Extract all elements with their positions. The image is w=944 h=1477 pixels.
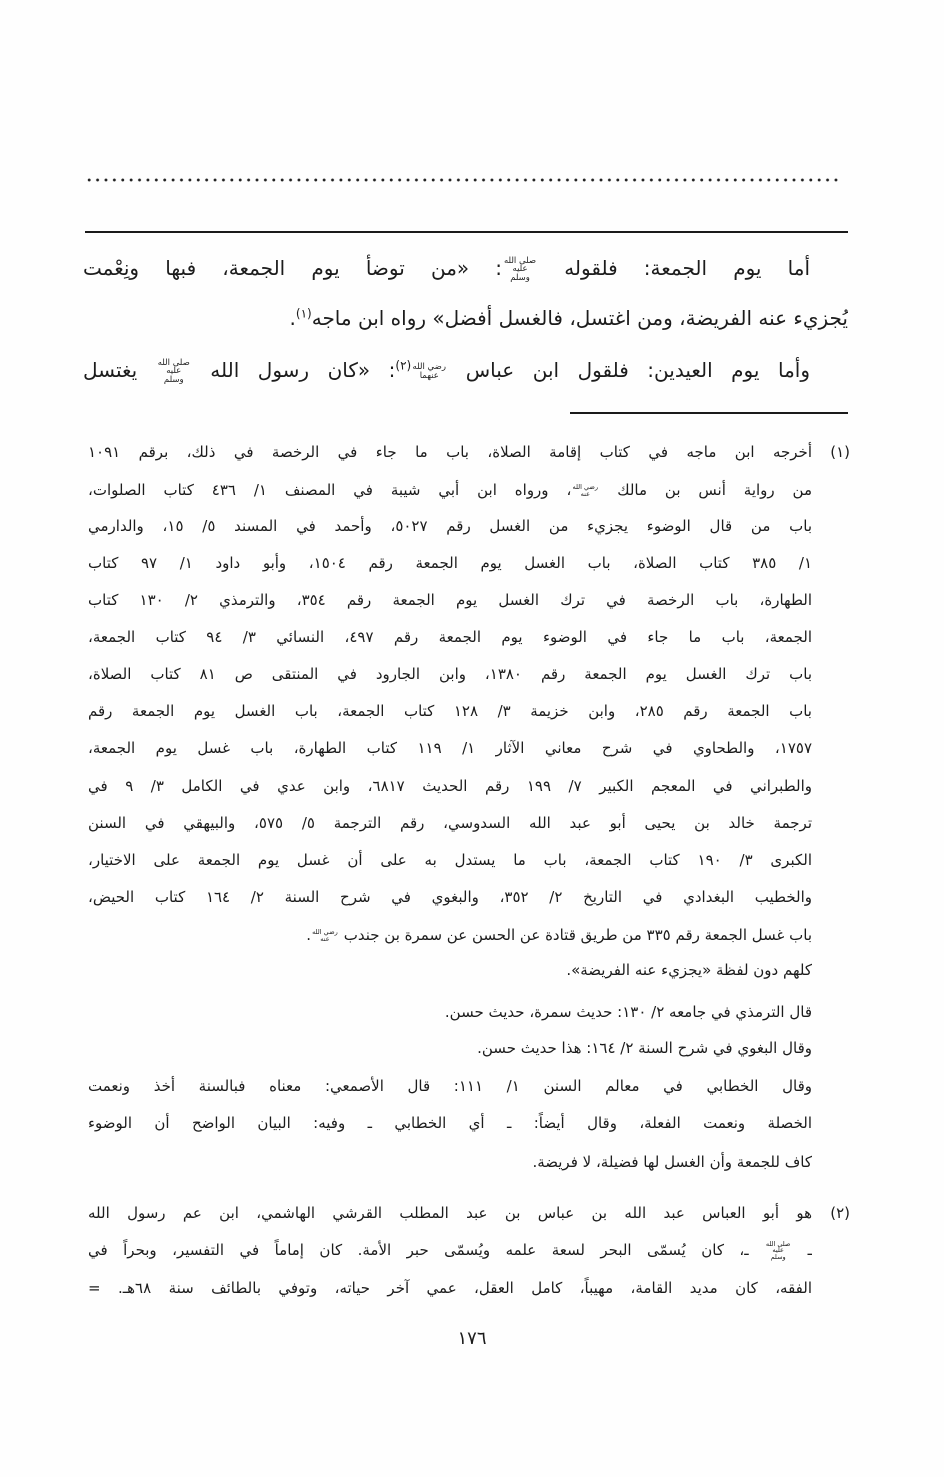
footnote-line [88, 880, 812, 914]
text-run: ١٧٥٧، والطحاوي في شرح معاني الآثار ١/ ١١٩ كتاب الطهارة، باب غسل يوم الجمعة، [88, 739, 812, 757]
text-run: من رواية أنس بن مالك [599, 481, 812, 499]
text-run: أما يوم الجمعة: فلقوله [538, 256, 810, 280]
text-run: الفقه، كان مديد القامة، مهيباً، كامل العقل، عمي آخر حياته، وتوفي بالطائف سنة ٦٨هـ. = [88, 1279, 812, 1297]
footnote-line [88, 473, 812, 507]
footnote-reference: (٢) [395, 358, 412, 373]
text-run: كلهم دون لفظة «يجزيء عنه الفريضة». [566, 961, 812, 979]
text-run: كاف للجمعة وأن الغسل لها فضيلة، لا فريضة. [532, 1153, 812, 1171]
text-run: : «من توضأ يوم الجمعة، فبها ونِعْمت [83, 256, 503, 280]
footnote-line [88, 435, 812, 469]
text-run: والخطيب البغدادي في التاريخ ٢/ ٣٥٢، والبغوي في شرح السنة ٢/ ١٦٤ كتاب الحيض، [88, 888, 812, 906]
footnote-line [88, 806, 812, 840]
footnote-line [88, 1106, 812, 1140]
text-run: وأما يوم العيدين: فلقول ابن عباس [447, 358, 810, 382]
footnote-line [88, 918, 812, 952]
footnote-line [88, 1145, 812, 1179]
footnote-line [88, 1271, 812, 1305]
honorific-symbol: رضي الله عنهما [412, 362, 446, 381]
text-run: وقال الخطابي في معالم السنن ١/ ١١١: قال الأصمعي: معناه فبالسنة أخذ ونعمت [88, 1077, 812, 1095]
main-text-line [83, 350, 810, 390]
footnote-line [88, 509, 812, 543]
text-run: باب من قال الوضوء يجزيء من الغسل رقم ٥٠٢٧، وأحمد في المسند ٥/ ١٥، والدارمي [88, 517, 812, 535]
text-run: ـ [792, 1241, 812, 1259]
honorific-symbol: صلى الله عليه وسلم [157, 357, 190, 385]
text-run: باب الجمعة رقم ٢٨٥، وابن خزيمة ٣/ ١٢٨ كتاب الجمعة، باب الغسل يوم الجمعة رقم [88, 702, 812, 720]
footnote-line [88, 953, 812, 987]
main-text-line [83, 248, 810, 288]
footnote-line [88, 620, 812, 654]
text-run: باب غسل الجمعة رقم ٣٣٥ من طريق قتادة عن الحسن عن سمرة بن جندب [338, 926, 812, 944]
honorific-symbol: رضي الله عنه [312, 928, 338, 943]
honorific-symbol: صلى الله عليه وسلم [503, 255, 537, 283]
text-run: . [306, 926, 311, 944]
footnote-line [88, 1233, 812, 1267]
footnote-line [88, 1196, 812, 1230]
footnote-line [88, 657, 812, 691]
text-run: يُجزيء عنه الفريضة، ومن اغتسل، فالغسل أفضل» رواه ابن ماجه [311, 306, 848, 330]
text-run: الطهارة، باب الرخصة في ترك الغسل يوم الجمعة رقم ٣٥٤، والترمذي ٢/ ١٣٠ كتاب [88, 591, 812, 609]
text-run: هو أبو العباس عبد الله بن عباس بن عبد المطلب القرشي الهاشمي، ابن عم رسول الله [88, 1204, 812, 1222]
text-run: . [289, 306, 296, 330]
text-run: الخصلة ونعمت الفعلة، وقال أيضاً: ـ أي الخطابي ـ وفيه: البيان الواضح أن الوضوء [88, 1114, 812, 1132]
footnote-line [88, 1069, 812, 1103]
footnote-line [88, 769, 812, 803]
footnote-line [88, 843, 812, 877]
dotted-rule [85, 178, 840, 182]
text-run: والطبراني في المعجم الكبير ٧/ ١٩٩ رقم الحديث ٦٨١٧، وابن عدي في الكامل ٣/ ٩ في [88, 777, 812, 795]
text-run: أخرجه ابن ماجه في كتاب إقامة الصلاة، باب ما جاء في الرخصة في ذلك، برقم ١٠٩١ [88, 443, 812, 461]
text-run: وقال البغوي في شرح السنة ٢/ ١٦٤: هذا حديث حسن. [477, 1039, 812, 1057]
honorific-symbol: رضي الله عنه [572, 483, 599, 498]
text-run: ١/ ٣٨٥ كتاب الصلاة، باب الغسل يوم الجمعة رقم ١٥٠٤، وأبو داود ١/ ٩٧ كتاب [88, 554, 812, 572]
text-run: الكبرى ٣/ ١٩٠ كتاب الجمعة، باب ما يستدل به على أن غسل يوم الجمعة على الاختيار، [88, 851, 812, 869]
text-run: : «كان رسول الله [191, 358, 396, 382]
text-run: ـ، كان يُسمّى البحر لسعة علمه ويُسمّى حبر الأمة. كان إماماً في التفسير، وبحراً في [88, 1241, 765, 1259]
text-run: يغتسل [83, 358, 156, 382]
footnote-line [88, 694, 812, 728]
footnote-line [88, 1031, 812, 1065]
text-run: الجمعة، باب ما جاء في الوضوء يوم الجمعة رقم ٤٩٧، النسائي ٣/ ٩٤ كتاب الجمعة، [88, 628, 812, 646]
honorific-symbol: صلى الله عليه وسلم [765, 1239, 791, 1261]
footnote-marker: (١) [830, 443, 850, 461]
footnote-reference: (١) [295, 306, 312, 321]
footnote-line [88, 546, 812, 580]
footnote-separator [570, 412, 848, 414]
text-run: باب ترك الغسل يوم الجمعة رقم ١٣٨٠، وابن الجارود في المنتقى ص ٨١ كتاب الصلاة، [88, 665, 812, 683]
page-number: ١٧٦ [457, 1328, 487, 1349]
main-text-line [83, 298, 848, 338]
top-rule [85, 231, 848, 233]
footnote-marker: (٢) [830, 1204, 850, 1222]
text-run: ترجمة خالد بن يحيى أبو عبد الله السدوسي، رقم الترجمة ٥/ ٥٧٥، والبيهقي في السنن [88, 814, 812, 832]
text-run: قال الترمذي في جامعه ٢/ ١٣٠: حديث سمرة، حديث حسن. [444, 1003, 812, 1021]
footnote-line [88, 583, 812, 617]
footnote-line [88, 995, 812, 1029]
footnote-line [88, 731, 812, 765]
text-run: ، ورواه ابن أبي شيبة في المصنف ١/ ٤٣٦ كتاب الصلوات، [88, 481, 572, 499]
